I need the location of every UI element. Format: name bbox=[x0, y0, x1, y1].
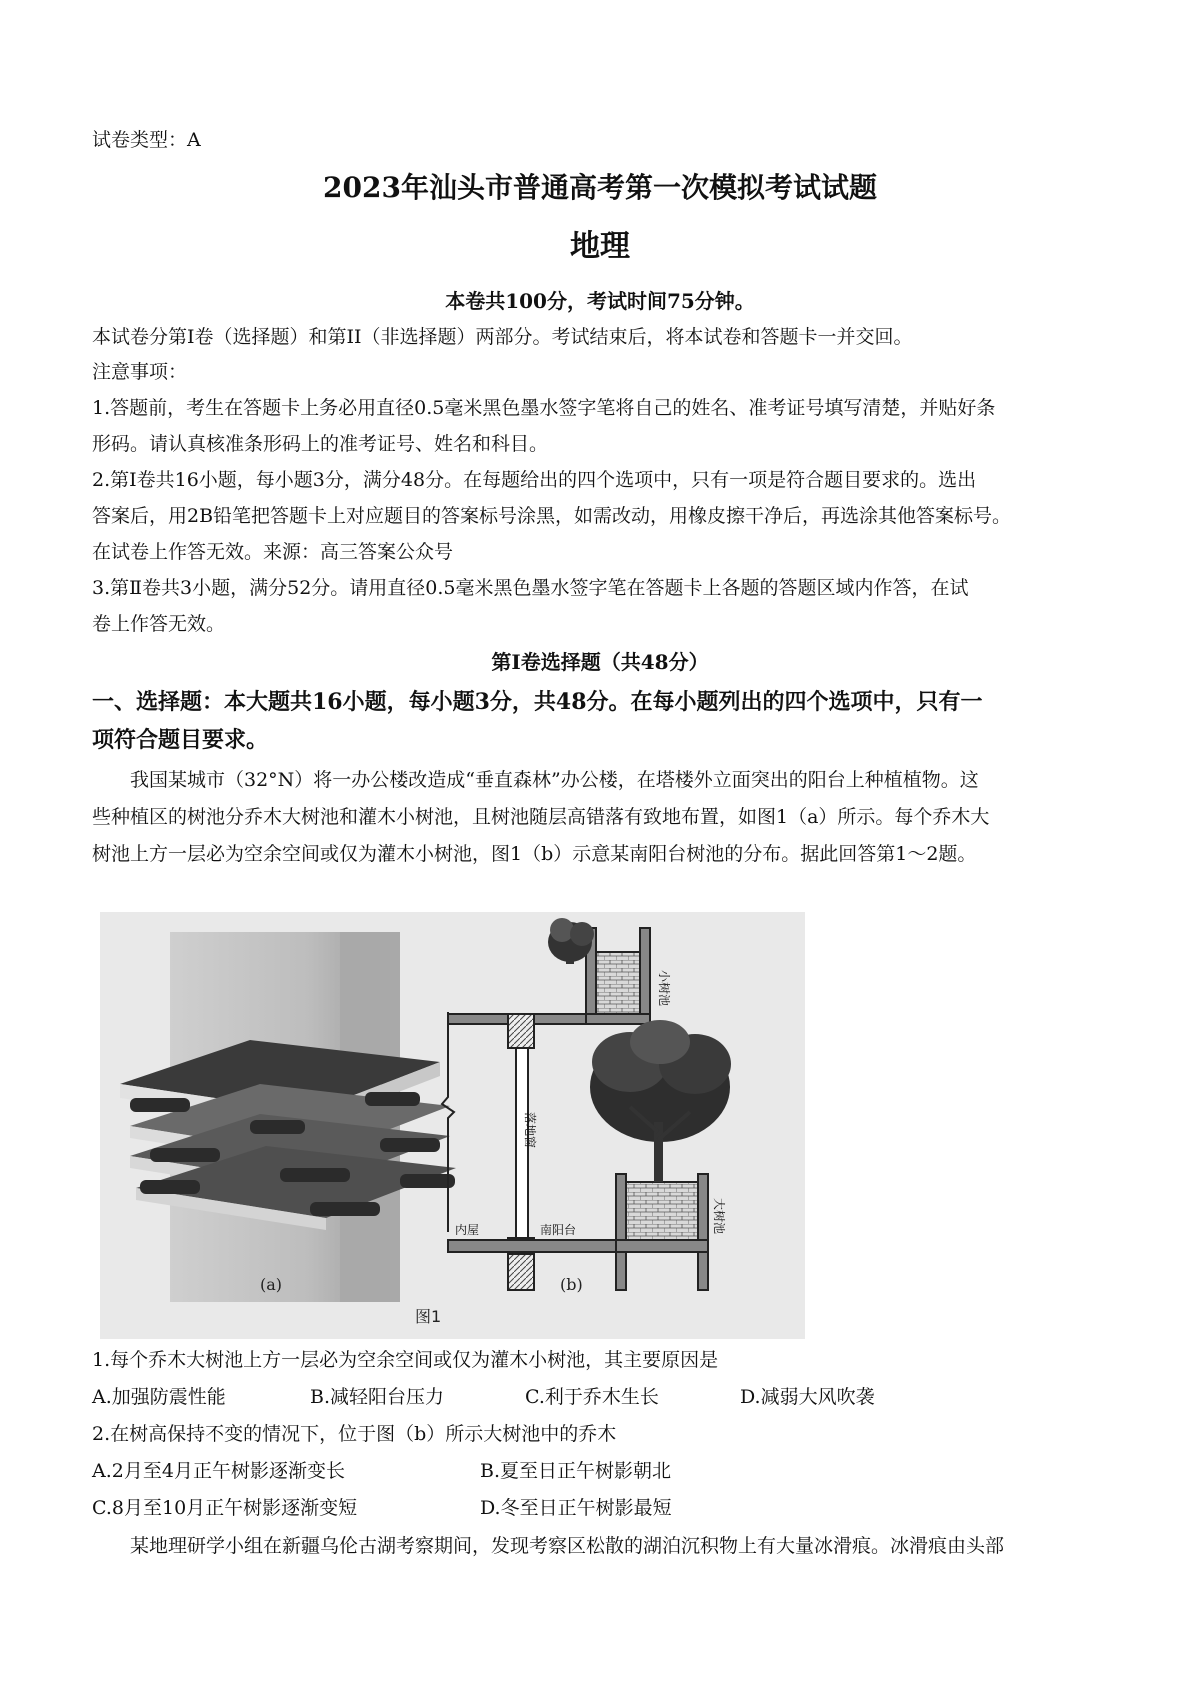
notice-item-1-line-1: 1.答题前，考生在答题卡上务必用直径0.5毫米黑色墨水签字笔将自己的姓名、准考证号填写清楚，并贴好条 bbox=[92, 397, 996, 419]
label-small-pool: 小树池 bbox=[657, 970, 671, 1007]
label-balcony: 南阳台 bbox=[540, 1223, 577, 1237]
page-title: 2023年汕头市普通高考第一次模拟考试试题 bbox=[323, 171, 877, 204]
question-2-option-c: C.8月至10月正午树影逐渐变短 bbox=[92, 1497, 358, 1519]
section-1-heading-line-2: 项符合题目要求。 bbox=[92, 727, 269, 753]
score-time-note: 本卷共100分，考试时间75分钟。 bbox=[445, 289, 755, 313]
passage-1-line-3: 树池上方一层必为空余空间或仅为灌木小树池，图1（b）示意某南阳台树池的分布。据此回答第1～2题。 bbox=[92, 843, 977, 865]
question-1-option-d: D.减弱大风吹袭 bbox=[740, 1386, 875, 1408]
notice-item-1-line-2: 形码。请认真核准条形码上的准考证号、姓名和科目。 bbox=[92, 433, 549, 455]
passage-1-line-2: 些种植区的树池分乔木大树池和灌木小树池，且树池随层高错落有致地布置，如图1（a）所示。每个乔木大 bbox=[92, 806, 990, 828]
question-2-stem: 2.在树高保持不变的情况下，位于图（b）所示大树池中的乔木 bbox=[92, 1423, 617, 1445]
notice-item-3-line-2: 卷上作答无效。 bbox=[92, 613, 226, 635]
intro-text: 本试卷分第Ⅰ卷（选择题）和第II（非选择题）两部分。考试结束后，将本试卷和答题卡一并交回。 bbox=[92, 326, 913, 348]
label-b: (b) bbox=[560, 1275, 583, 1294]
notice-item-3-line-1: 3.第Ⅱ卷共3小题，满分52分。请用直径0.5毫米黑色墨水签字笔在答题卡上各题的答题区域内作答，在试 bbox=[92, 577, 969, 599]
question-1-option-b: B.减轻阳台压力 bbox=[310, 1386, 445, 1408]
question-1-option-c: C.利于乔木生长 bbox=[525, 1386, 659, 1408]
figure-caption: 图1 bbox=[415, 1307, 442, 1326]
passage-1-line-1: 我国某城市（32°N）将一办公楼改造成“垂直森林”办公楼，在塔楼外立面突出的阳台上种植植物。这 bbox=[130, 769, 979, 791]
section-1-heading-line-1: 一、选择题：本大题共16小题，每小题3分，共48分。在每小题列出的四个选项中，只有一 bbox=[92, 689, 983, 715]
section-1-title: 第Ⅰ卷选择题（共48分） bbox=[491, 650, 709, 674]
question-2-option-b: B.夏至日正午树影朝北 bbox=[480, 1460, 672, 1482]
label-window: 落地窗 bbox=[523, 1112, 537, 1149]
notice-item-2-line-3: 在试卷上作答无效。来源：高三答案公众号 bbox=[92, 541, 454, 563]
question-1-stem: 1.每个乔木大树池上方一层必为空余空间或仅为灌木小树池，其主要原因是 bbox=[92, 1349, 719, 1371]
label-a: (a) bbox=[260, 1275, 283, 1294]
question-2-option-d: D.冬至日正午树影最短 bbox=[480, 1497, 672, 1519]
label-indoor: 内屋 bbox=[455, 1223, 480, 1237]
passage-2-line-1: 某地理研学小组在新疆乌伦古湖考察期间，发现考察区松散的湖泊沉积物上有大量冰滑痕。冰滑痕由头部 bbox=[130, 1535, 1005, 1557]
paper-type: 试卷类型：A bbox=[92, 129, 201, 151]
label-large-pool: 大树池 bbox=[712, 1198, 726, 1235]
subject-title: 地理 bbox=[570, 229, 630, 264]
notice-item-2-line-1: 2.第Ⅰ卷共16小题，每小题3分，满分48分。在每题给出的四个选项中，只有一项是符合题目要求的。选出 bbox=[92, 469, 977, 491]
question-2-option-a: A.2月至4月正午树影逐渐变长 bbox=[92, 1460, 345, 1482]
question-1-option-a: A.加强防震性能 bbox=[92, 1386, 226, 1408]
figure-1 bbox=[100, 912, 805, 1339]
notice-item-2-line-2: 答案后，用2B铅笔把答题卡上对应题目的答案标号涂黑，如需改动，用橡皮擦干净后，再选涂其他答案标号。 bbox=[92, 505, 1012, 527]
tree-icon bbox=[590, 1020, 731, 1182]
notice-heading: 注意事项： bbox=[92, 361, 188, 383]
figure-1a-tower bbox=[120, 932, 456, 1302]
